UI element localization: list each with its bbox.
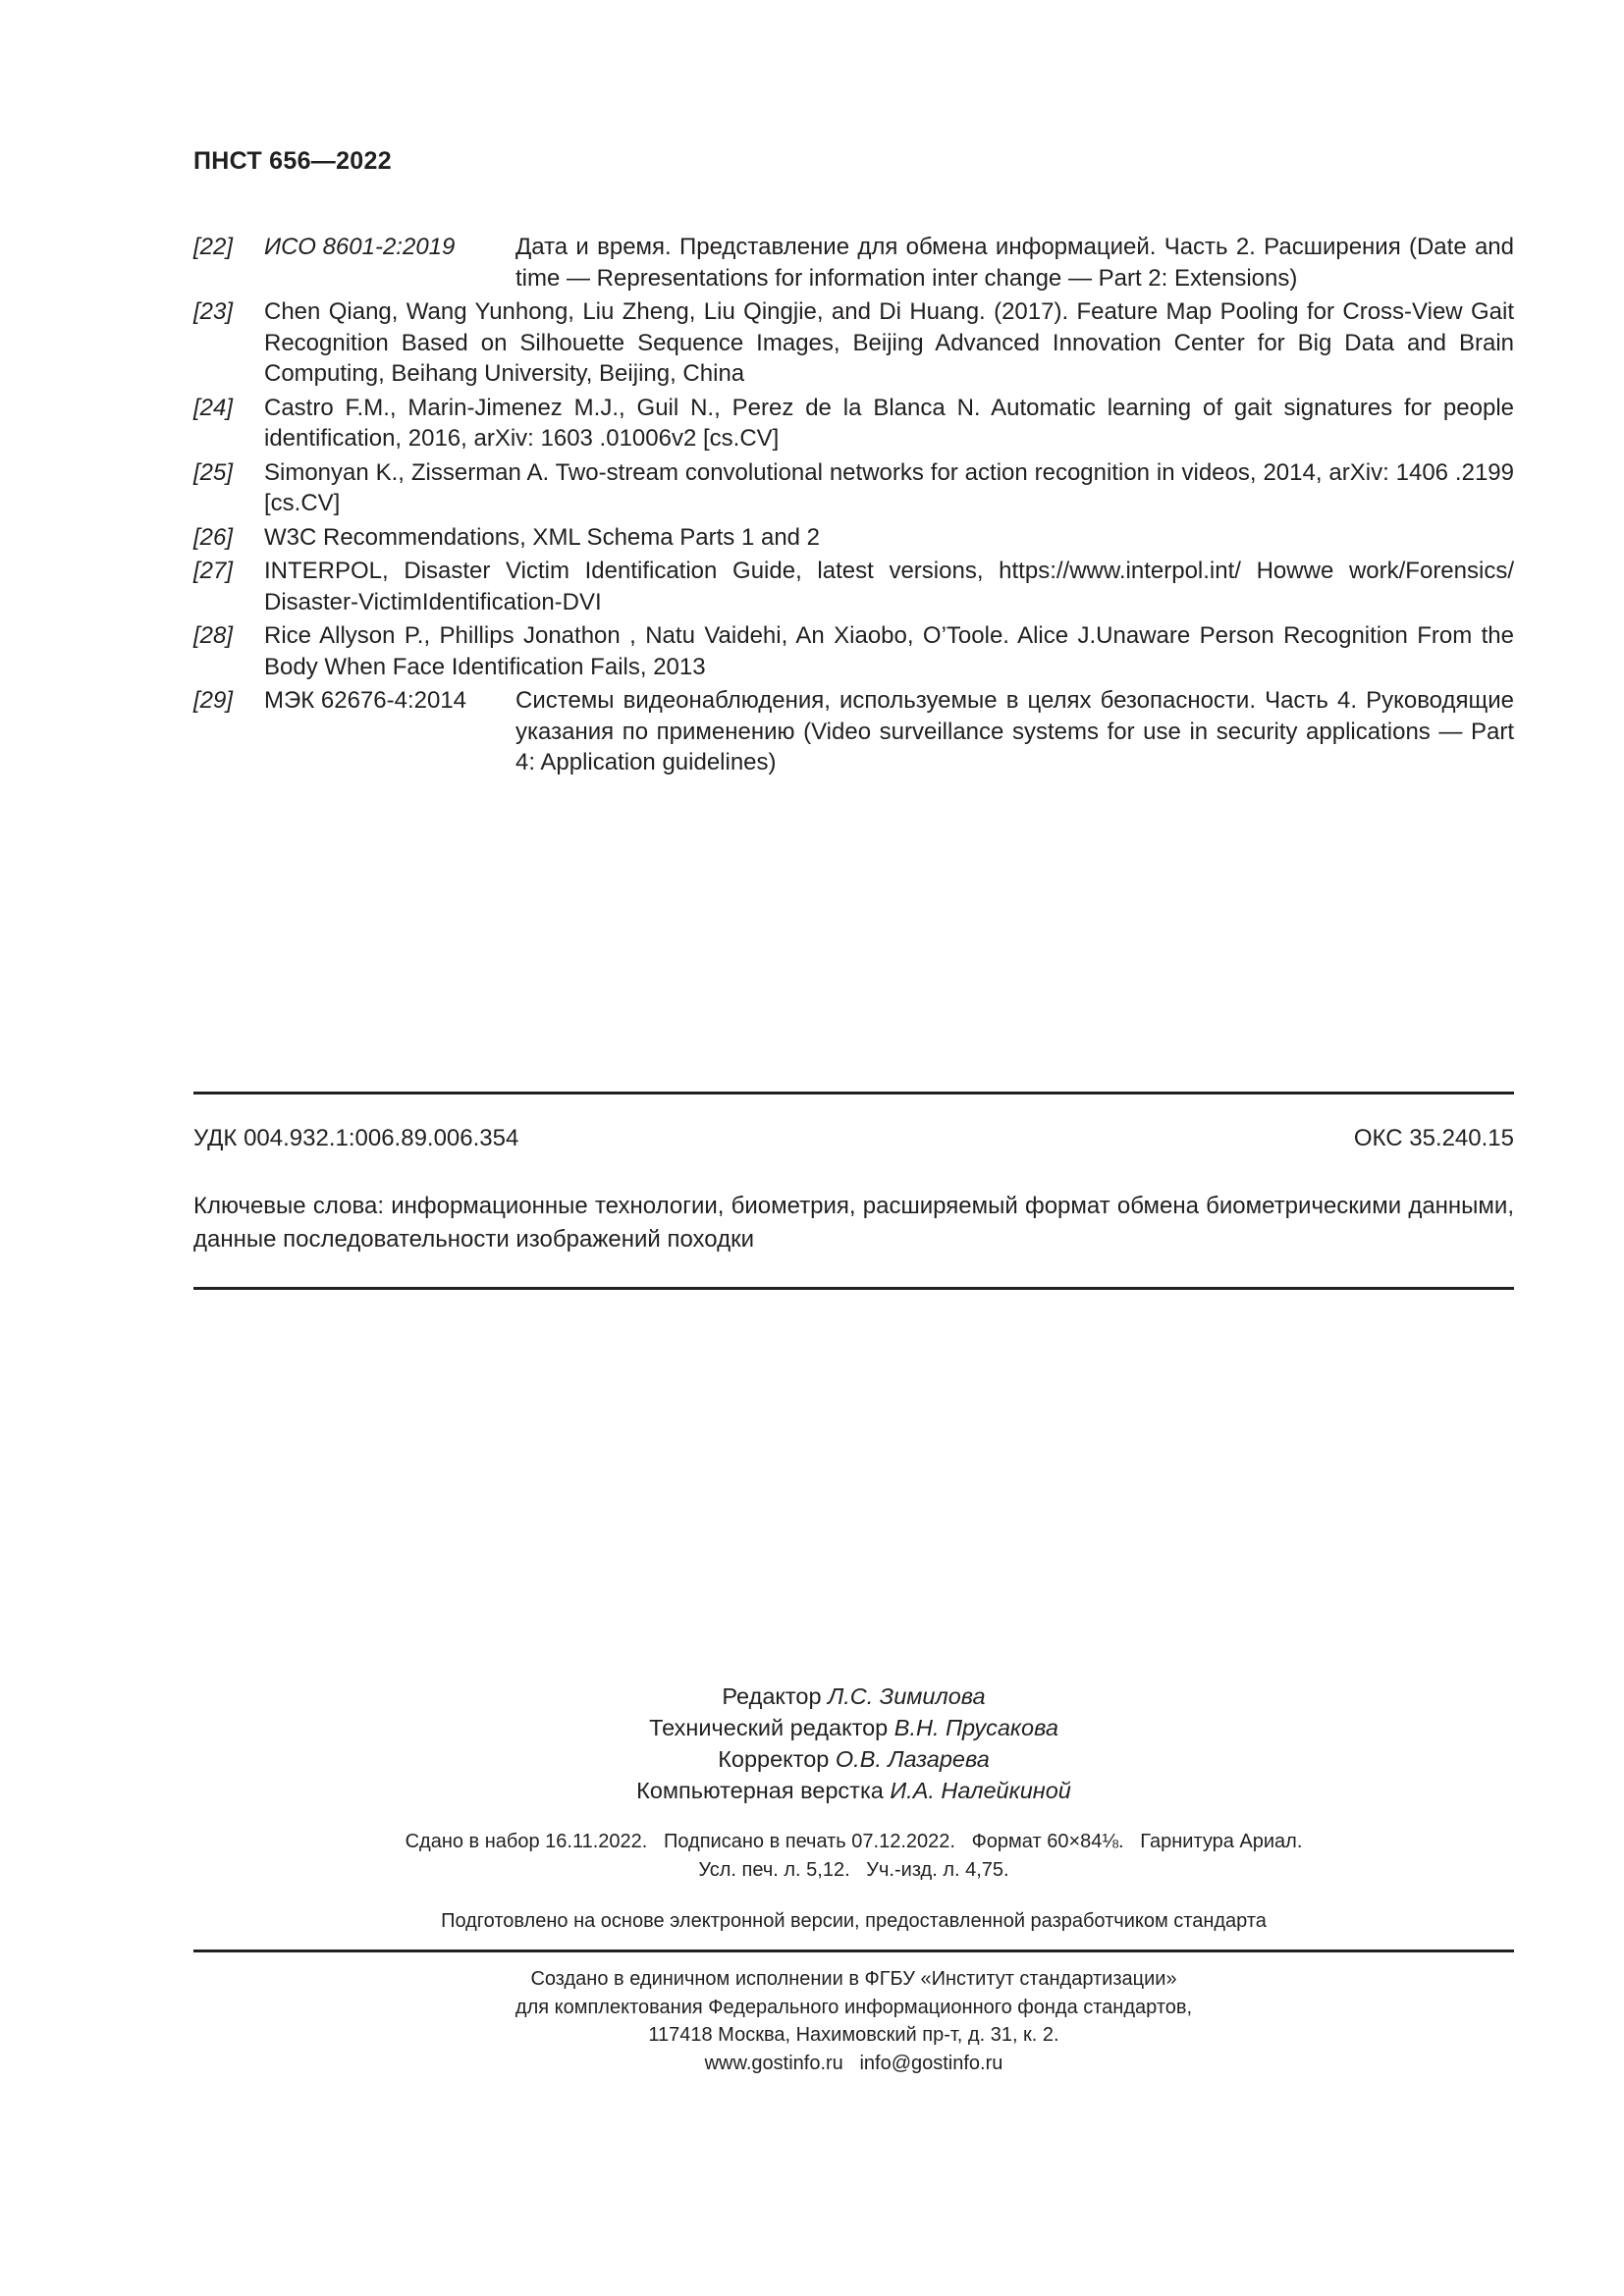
document-id: ПНСТ 656—2022 <box>193 147 392 175</box>
prepared-note: Подготовлено на основе электронной версии, предоставленной разработчиком стандарта <box>441 1910 1267 1932</box>
credit-line-layout: Компьютерная верстка И.А. Налейкиной <box>636 1778 1071 1803</box>
section-divider <box>193 1092 1514 1095</box>
reference-text: Simonyan K., Zisserman A. Two-stream convolutional networks for action recognition in videos, 2014, arXiv: 1406 .2199 [cs.CV] <box>264 458 1514 516</box>
reference-number: [28] <box>193 622 234 649</box>
reference-item <box>193 232 1514 294</box>
section-divider <box>193 1949 1514 1952</box>
publisher-line: Создано в единичном исполнении в ФГБУ «Институт стандартизации» <box>530 1968 1177 1990</box>
reference-item <box>193 620 1514 682</box>
print-info <box>193 1828 1514 1885</box>
oks-code: ОКС 35.240.15 <box>1353 1125 1514 1151</box>
reference-item <box>193 296 1514 390</box>
reference-text: W3C Recommendations, XML Schema Parts 1 and 2 <box>264 523 821 551</box>
reference-number: [27] <box>193 558 234 584</box>
reference-item <box>193 685 1514 778</box>
section-divider <box>193 1287 1514 1290</box>
bibliography-list <box>193 232 1514 781</box>
reference-number: [26] <box>193 523 234 551</box>
reference-text: Rice Allyson P., Phillips Jonathon , Natu Vaidehi, An Xiaobo, O’Toole. Alice J.Unaware Person Recognition From the Body When Face Identification Fails, 2013 <box>264 622 1514 680</box>
publisher-line: www.gostinfo.ru info@gostinfo.ru <box>704 2052 1003 2074</box>
reference-number: [23] <box>193 298 234 325</box>
reference-number: [25] <box>193 458 234 486</box>
print-info-line: Усл. печ. л. 5,12. Уч.-изд. л. 4,75. <box>698 1859 1009 1881</box>
publisher-line: 117418 Москва, Нахимовский пр-т, д. 31, к. 2. <box>648 2024 1059 2046</box>
reference-number: [24] <box>193 394 234 421</box>
credit-line-corrector: Корректор О.В. Лазарева <box>718 1746 990 1772</box>
reference-item <box>193 522 1514 554</box>
credit-line-editor: Редактор Л.С. Зимилова <box>722 1683 986 1709</box>
reference-text: Chen Qiang, Wang Yunhong, Liu Zheng, Liu Qingjie, and Di Huang. (2017). Feature Map Pooling for Cross-View Gait Recognition Based on Silhouette Sequence Images, Beijing Advanced Innovation Center for Big Data and Brain Computing, Beihang University, Beijing, China <box>264 298 1514 387</box>
publisher-line: для комплектования Федерального информационного фонда стандартов, <box>514 1996 1193 2018</box>
credit-line-tech-editor: Технический редактор В.Н. Прусакова <box>649 1715 1058 1740</box>
reference-number: [29] <box>193 687 234 714</box>
reference-item <box>193 457 1514 519</box>
reference-text: Castro F.M., Marin-Jimenez M.J., Guil N., Perez de la Blanca N. Automatic learning of gait signatures for people identification, 2016, arXiv: 1603 .01006v2 [cs.CV] <box>264 394 1514 452</box>
print-info-line: Сдано в набор 16.11.2022. Подписано в печать 07.12.2022. Формат 60×84⅛. Гарнитура Ариал. <box>405 1831 1303 1852</box>
reference-code: ИСО 8601-2:2019 <box>264 234 456 260</box>
reference-number: [22] <box>193 234 234 260</box>
reference-text: Системы видеонаблюдения, используемые в целях безопасности. Часть 4. Руководящие указания по применению (Video surveillance systems for use in security applications — Part 4: Application guidelines) <box>515 687 1514 775</box>
reference-item <box>193 556 1514 617</box>
editorial-credits <box>193 1681 1514 1806</box>
publisher-info <box>193 1965 1514 2077</box>
reference-text: INTERPOL, Disaster Victim Identification Guide, latest versions, https://www.interpol.int/ Howwe work/Forensics/ Disaster-VictimIdentification-DVI <box>264 558 1514 615</box>
reference-item <box>193 393 1514 454</box>
reference-code: МЭК 62676-4:2014 <box>264 687 467 714</box>
keywords-paragraph: Ключевые слова: информационные технологии, биометрия, расширяемый формат обмена биометрическими данными, данные последовательности изображений походки <box>193 1193 1514 1253</box>
reference-text: Дата и время. Представление для обмена информацией. Часть 2. Расширения (Date and time — Representations for information inter change — Part 2: Extensions) <box>515 234 1514 292</box>
udk-code: УДК 004.932.1:006.89.006.354 <box>193 1125 519 1151</box>
